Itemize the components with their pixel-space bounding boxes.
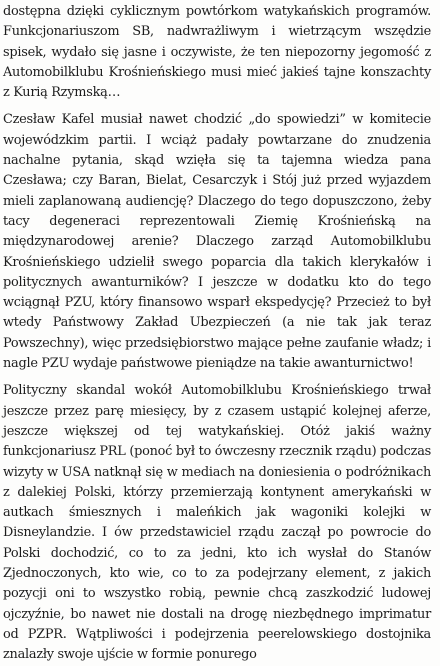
book-page <box>3 2 431 666</box>
paragraph-continued: dostępna dzięki cyklicznym powtórkom watykańskich programów. Funkcjonariuszom SB, nadwrażliwym i wietrzącym wszędzie spisek, wydało się jasne i oczywiste, że ten niepozorny jegomość z Automobilklubu Krośnieńskiego musi mieć jakieś tajne konszachty z Kurią Rzymską… <box>3 4 431 101</box>
paragraph-political-scandal: Polityczny skandal wokół Automobilklubu Krośnieńskiego trwał jeszcze przez parę miesięcy, by z czasem ustąpić kolejnej aferze, jeszcze większej od tej watykańskiej. Otóż jakiś ważny funkcjonariusz PRL (ponoć był to ówczesny rzecznik rządu) podczas wizyty w USA natknął się w mediach na doniesienia o podróżnikach z dalekiej Polski, którzy przemierzają kontynent amerykański w autkach śmiesznych i maleńkich jak wagoniki kolejki w Disneylandzie. I ów przedstawiciel rządu zaczął po powrocie do Polski dochodzić, co to za jedni, kto ich wysłał do Stanów Zjednoczonych, kto wie, co to za podejrzany element, z jakich pozycji oni to wszystko robią, pewnie chcą zaszkodzić ludowej ojczyźnie, bo nawet nie dostali na drogę niezbędnego imprimatur od PZPR. Wątpliwości i podejrzenia peerelowskiego dostojnika znalazły swoje ujście w formie ponurego <box>3 383 431 663</box>
paragraph-kafel-confession: Czesław Kafel musiał nawet chodzić „do spowiedzi” w komitecie wojewódzkim partii. I wciąż padały powtarzane do znudzenia nachalne pytania, skąd wzięła się ta tajemna wiedza pana Czesława; czy Baran, Bielat, Cesarczyk i Stój już przed wyjazdem mieli zaplanowaną audiencję? Dlaczego do tego dopuszczono, żeby tacy degeneraci reprezentowali Ziemię Krośnieńską na międzynarodowej arenie? Dlaczego zarząd Automobilklubu Krośnieńskiego udzielił swego poparcia dla takich klerykałów i politycznych awanturników? I jeszcze w dodatku kto do tego wciągnął PZU, który finansowo wsparł ekspedycję? Przecież to był wtedy Państwowy Zakład Ubezpieczeń (a nie tak jak teraz Powszechny), więc przedsiębiorstwo mające pełne zaufanie władz; i nagle PZU wydaje państwowe pieniądze na takie awanturnictwo! <box>3 112 431 372</box>
